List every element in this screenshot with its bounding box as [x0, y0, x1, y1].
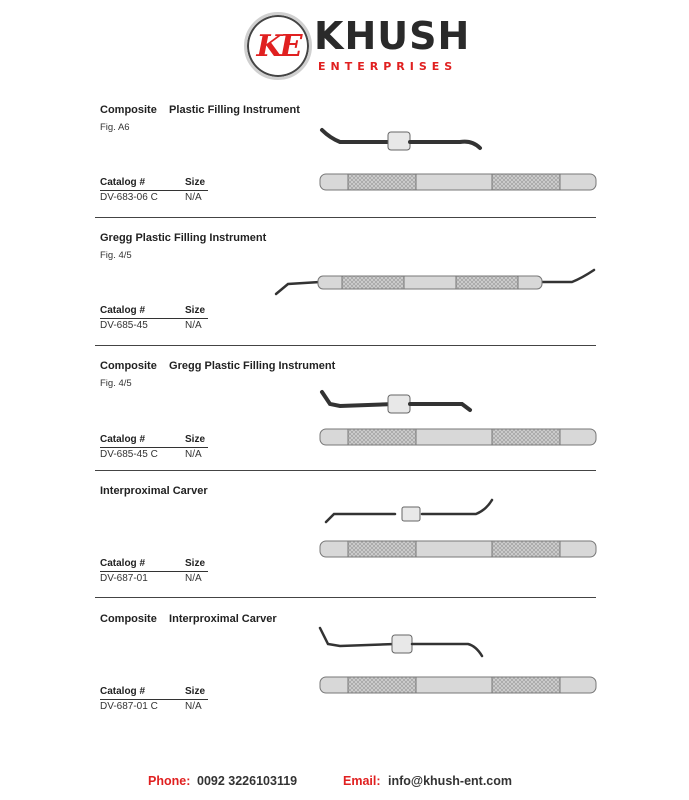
instrument-image [270, 268, 600, 308]
logo-emblem [244, 12, 312, 80]
size-value: N/A [185, 701, 202, 712]
catalog-number: DV-687-01 C [100, 701, 158, 712]
size-header: Size [185, 434, 206, 445]
phone-label: Phone: [148, 774, 191, 788]
header-underline [100, 699, 208, 700]
header-underline [100, 571, 208, 572]
instrument-image [300, 496, 610, 566]
section-divider [95, 345, 596, 346]
catalog-header: Catalog # [100, 177, 146, 188]
catalog-header: Catalog # [100, 305, 146, 316]
size-header: Size [185, 558, 206, 569]
size-header: Size [185, 686, 206, 697]
product-figure: Fig. 4/5 [100, 250, 132, 261]
size-value: N/A [185, 573, 202, 584]
size-value: N/A [185, 449, 202, 460]
section-divider [95, 470, 596, 471]
brand-tagline: ENTERPRISES [318, 60, 458, 73]
brand-name: KHUSH [314, 14, 471, 58]
catalog-number: DV-687-01 [100, 573, 148, 584]
product-figure: Fig. A6 [100, 122, 130, 133]
product-title: Gregg Plastic Filling Instrument [100, 232, 267, 244]
catalog-number: DV-685-45 [100, 320, 148, 331]
header-underline [100, 190, 208, 191]
instrument-image [300, 384, 610, 458]
brand-logo [244, 12, 471, 80]
catalog-header: Catalog # [100, 558, 146, 569]
catalog-header: Catalog # [100, 434, 146, 445]
email-link[interactable]: info@khush-ent.com [388, 774, 512, 788]
logo-monogram: KE [256, 28, 300, 64]
section-divider [95, 597, 596, 598]
size-header: Size [185, 305, 206, 316]
header-underline [100, 318, 208, 319]
section-divider [95, 217, 596, 218]
catalog-header: Catalog # [100, 686, 146, 697]
catalog-number: DV-683-06 C [100, 192, 158, 203]
phone-number[interactable]: 0092 3226103119 [197, 774, 298, 788]
product-title: Interproximal Carver [100, 485, 208, 497]
instrument-image [300, 120, 610, 200]
size-header: Size [185, 177, 206, 188]
product-figure: Fig. 4/5 [100, 378, 132, 389]
email-label: Email: [343, 774, 381, 788]
size-value: N/A [185, 192, 202, 203]
product-title: Composite Interproximal Carver [100, 613, 277, 625]
header-underline [100, 447, 208, 448]
product-title: Composite Gregg Plastic Filling Instrument [100, 360, 336, 372]
size-value: N/A [185, 320, 202, 331]
instrument-image [300, 624, 610, 696]
catalog-number: DV-685-45 C [100, 449, 158, 460]
product-title: Composite Plastic Filling Instrument [100, 104, 300, 116]
